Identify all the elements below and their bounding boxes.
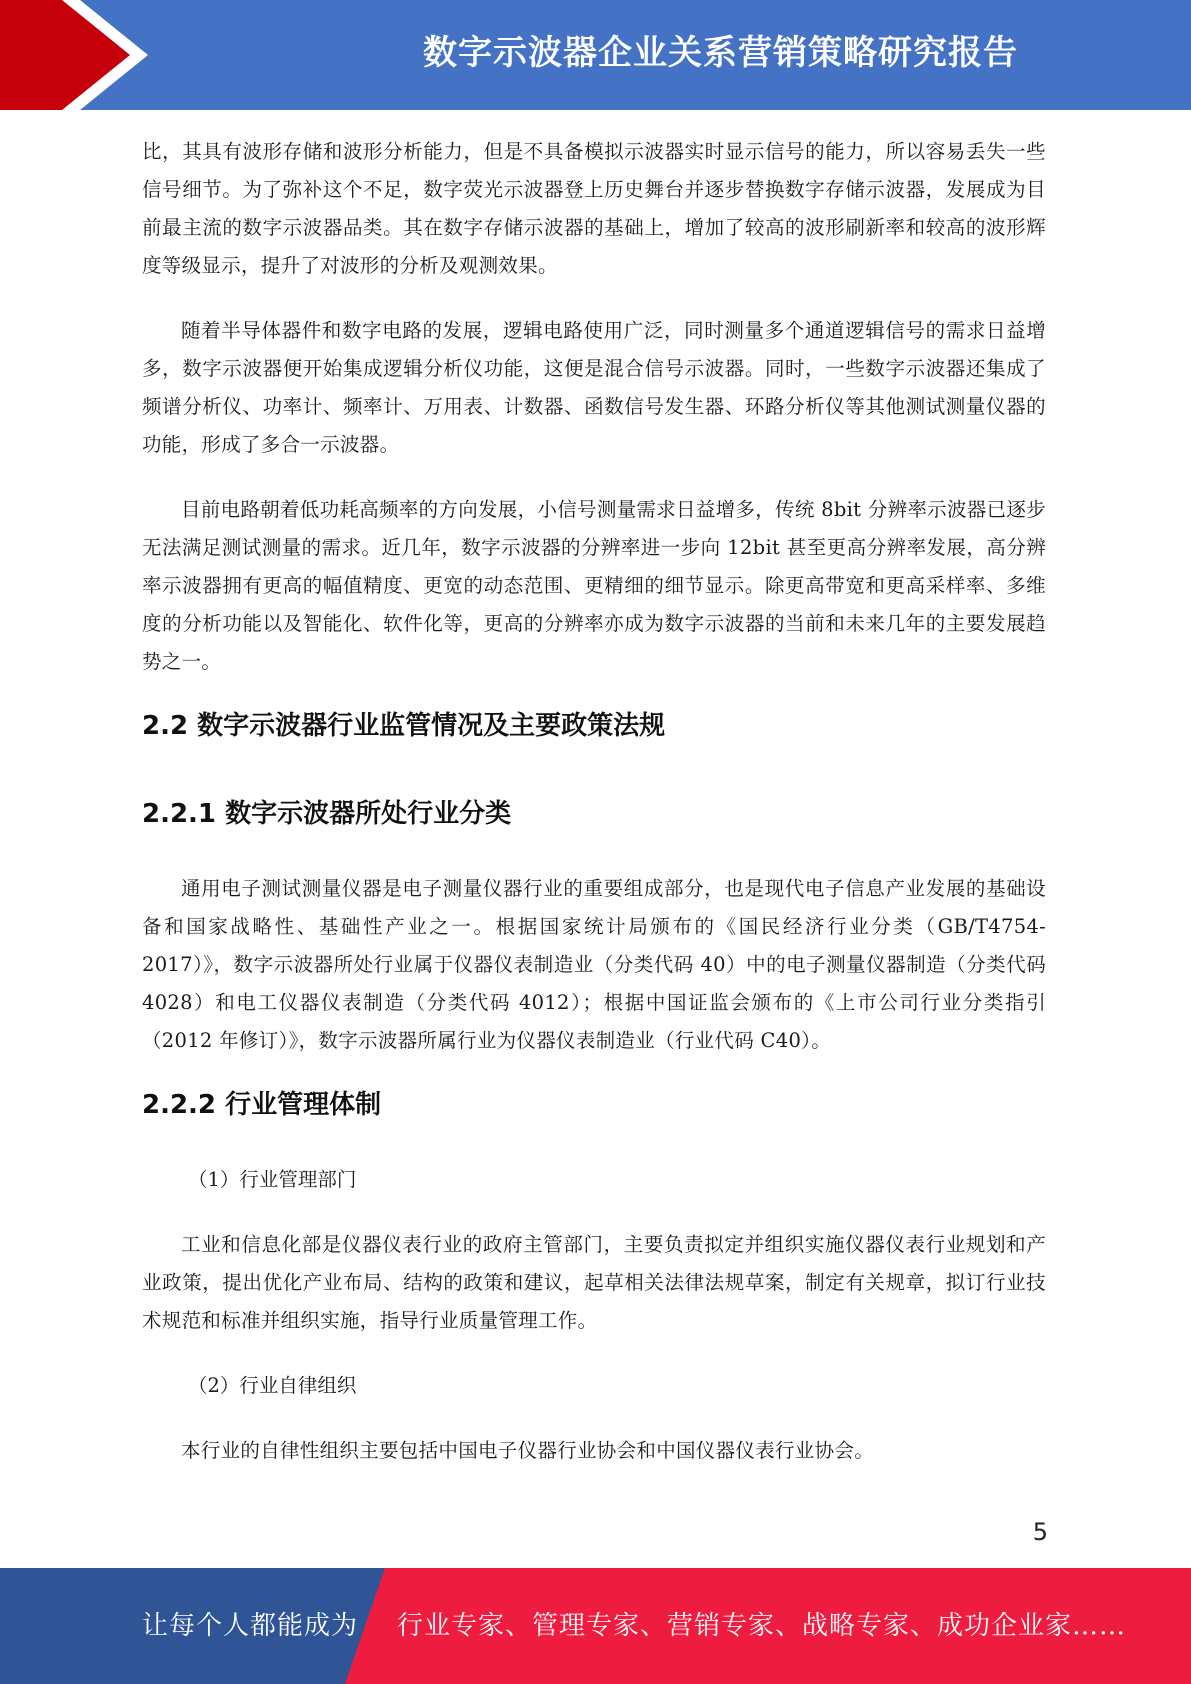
paragraph: 比，其具有波形存储和波形分析能力，但是不具备模拟示波器实时显示信号的能力，所以容易丢失一些信号细节。为了弥补这个不足，数字荧光示波器登上历史舞台并逐步替换数字存储示波器，发展成为目前最主流的数字示波器品类。其在数字存储示波器的基础上，增加了较高的波形刷新率和较高的波形辉度等级显示，提升了对波形的分析及观测效果。	[142, 140, 1046, 277]
footer-slogan-left: 让每个人都能成为	[142, 1611, 359, 1641]
paragraph: 随着半导体器件和数字电路的发展，逻辑电路使用广泛，同时测量多个通道逻辑信号的需求日益增多，数字示波器便开始集成逻辑分析仪功能，这便是混合信号示波器。同时，一些数字示波器还集成了频谱分析仪、功率计、频率计、万用表、计数器、函数信号发生器、环路分析仪等其他测试测量仪器的功能，形成了多合一示波器。	[142, 319, 1046, 456]
page-content	[142, 133, 1046, 1497]
page-number: 5	[1032, 1518, 1048, 1546]
paragraph: 工业和信息化部是仪器仪表行业的政府主管部门，主要负责拟定并组织实施仪器仪表行业规划和产业政策，提出优化产业布局、结构的政策和建议，起草相关法律法规草案，制定有关规章，拟订行业技术规范和标准并组织实施，指导行业质量管理工作。	[142, 1233, 1046, 1332]
page-header	[0, 0, 1191, 110]
section-heading-2-2-2: 2.2.2 行业管理体制	[142, 1090, 382, 1120]
section-heading-2-2-1: 2.2.1 数字示波器所处行业分类	[142, 799, 512, 829]
page-footer	[0, 1568, 1191, 1684]
header-arrow-decoration	[0, 0, 160, 110]
document-title: 数字示波器企业关系营销策略研究报告	[423, 33, 1018, 73]
footer-slogan-right: 行业专家、管理专家、营销专家、战略专家、成功企业家……	[397, 1611, 1127, 1641]
paragraph: 通用电子测试测量仪器是电子测量仪器行业的重要组成部分，也是现代电子信息产业发展的基础设备和国家战略性、基础性产业之一。根据国家统计局颁布的《国民经济行业分类（GB/T4754-2017）》，数字示波器所处行业属于仪器仪表制造业（分类代码 40）中的电子测量仪器制造（分类代码 4028）和电工仪器仪表制造（分类代码 4012）；根据中国证监会颁布的《上市公司行业分类指引（2012 年修订）》，数字示波器所属行业为仪器仪表制造业（行业代码 C40）。	[142, 877, 1046, 1052]
paragraph: 本行业的自律性组织主要包括中国电子仪器行业协会和中国仪器仪表行业协会。	[181, 1439, 875, 1462]
subheading-management-department: （1）行业管理部门	[188, 1168, 357, 1191]
subheading-self-regulatory-org: （2）行业自律组织	[188, 1374, 357, 1397]
section-heading-2-2: 2.2 数字示波器行业监管情况及主要政策法规	[142, 711, 666, 741]
paragraph: 目前电路朝着低功耗高频率的方向发展，小信号测量需求日益增多，传统 8bit 分辨率示波器已逐步无法满足测试测量的需求。近几年，数字示波器的分辨率进一步向 12bit 甚至更高分辨率发展，高分辨率示波器拥有更高的幅值精度、更宽的动态范围、更精细的细节显示。除更高带宽和更高采样率、多维度的分析功能以及智能化、软件化等，更高的分辨率亦成为数字示波器的当前和未来几年的主要发展趋势之一。	[142, 498, 1046, 673]
